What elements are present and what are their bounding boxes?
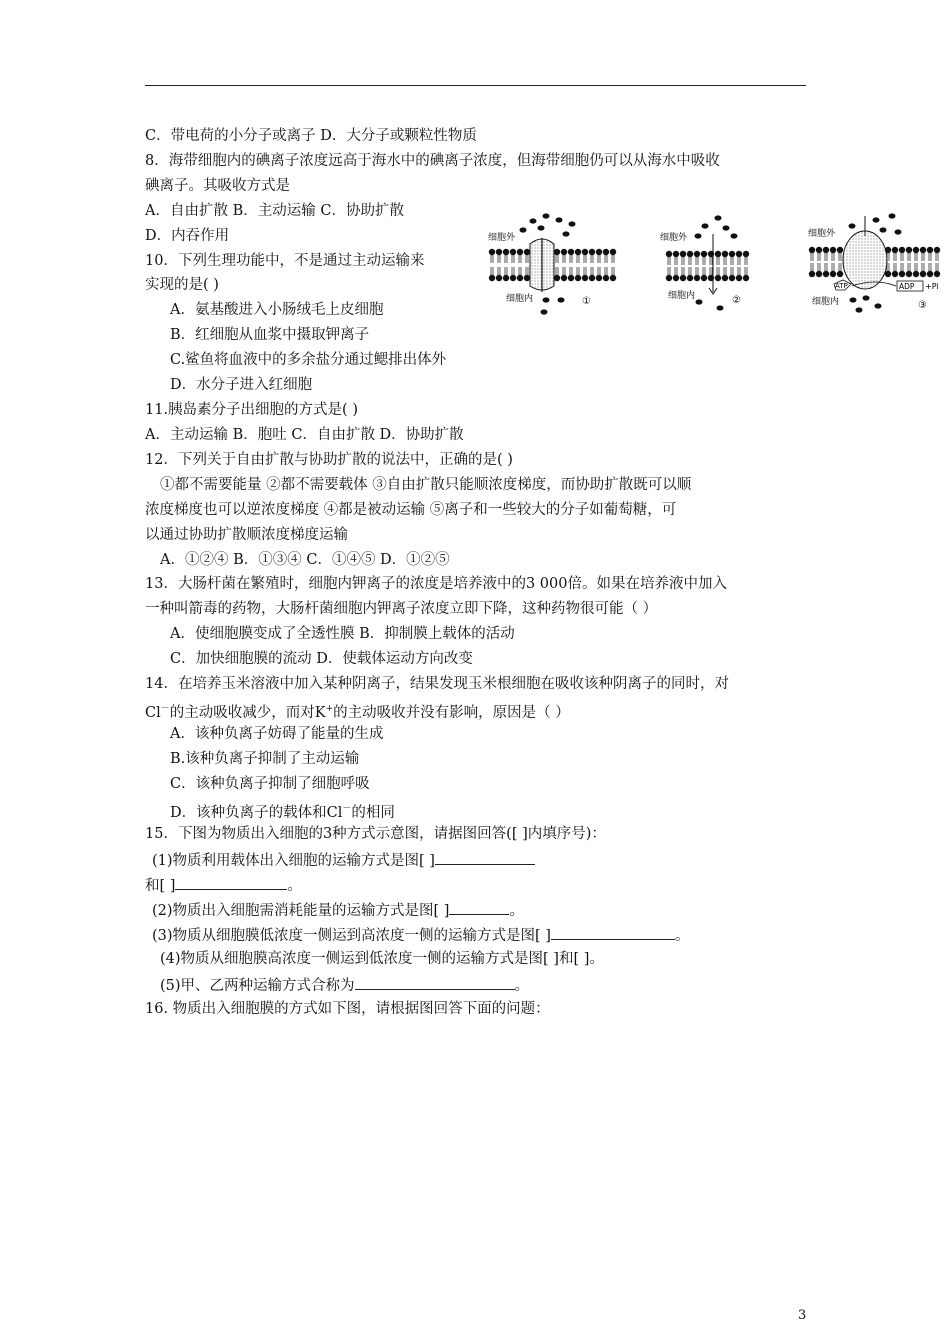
option-line: A．氨基酸进入小肠绒毛上皮细胞	[170, 302, 384, 318]
option-line: C．带电荷的小分子或离子 D．大分子或颗粒性物质	[145, 128, 477, 144]
question-text	[145, 700, 570, 722]
text-part: 和[ ]	[145, 878, 176, 894]
fill-line	[152, 900, 524, 920]
option-line: B.该种负离子抑制了主动运输	[170, 751, 360, 767]
transport-diagrams	[486, 208, 948, 320]
text-part: 。	[509, 903, 524, 919]
charge-plus: +	[325, 704, 334, 714]
outside-label: 细胞外	[808, 229, 836, 239]
question-12: 12．下列关于自由扩散与协助扩散的说法中，正确的是( )	[145, 452, 513, 468]
question-15: 15．下图为物质出入细胞的3种方式示意图，请据图回答([ ]内填序号)：	[145, 826, 606, 842]
fill-line: (4)物质从细胞膜高浓度一侧运到低浓度一侧的运输方式是图[ ]和[ ]。	[160, 951, 604, 967]
question-8: 8．海带细胞内的碘离子浓度远高于海水中的碘离子浓度，但海带细胞仍可以从海水中吸收	[145, 153, 720, 169]
question-13: 13．大肠杆菌在繁殖时，细胞内钾离子的浓度是培养液中的3 000倍。如果在培养液中加入	[145, 576, 727, 592]
text-part: 。	[287, 878, 302, 894]
figure-number-1: ①	[582, 296, 591, 307]
fill-line	[152, 925, 689, 945]
page-number: 3	[798, 1308, 807, 1323]
answer-blank[interactable]	[449, 900, 509, 915]
inside-label: 细胞内	[668, 291, 696, 301]
text-part: 的主动吸收并没有影响，原因是（ ）	[333, 704, 570, 721]
option-line: C．该种负离子抑制了细胞呼吸	[170, 776, 370, 792]
option-line: A．该种负离子妨碍了能量的生成	[170, 726, 384, 742]
text-part: (5)甲、乙两种运输方式合称为	[160, 978, 355, 994]
atp-label: ATP	[835, 282, 848, 290]
inside-label: 细胞内	[506, 294, 534, 304]
question-text: 碘离子。其吸收方式是	[145, 178, 290, 194]
charge-minus: －	[342, 804, 352, 814]
header-rule	[145, 85, 806, 86]
answer-blank[interactable]	[355, 975, 515, 990]
option-line: A．主动运输 B．胞吐 C．自由扩散 D．协助扩散	[145, 427, 464, 443]
question-10: 10．下列生理功能中，不是通过主动运输来	[145, 253, 425, 269]
statement-line: ①都不需要能量 ②都不需要载体 ③自由扩散只能顺浓度梯度，而协助扩散既可以顺	[160, 477, 692, 493]
pi-label: +Pi	[925, 282, 939, 291]
text-part: 。	[514, 978, 530, 994]
text-part: 。	[674, 928, 690, 944]
option-line: D．水分子进入红细胞	[170, 377, 313, 393]
inside-label: 细胞内	[812, 297, 840, 307]
outside-label: 细胞外	[660, 233, 688, 243]
text-part: 的主动吸收减少，而对	[169, 704, 315, 721]
diagram-3	[808, 213, 940, 312]
answer-blank[interactable]	[435, 850, 535, 865]
chloride-ion: Cl	[145, 704, 161, 721]
answer-blank[interactable]	[551, 925, 675, 940]
option-line: A．使细胞膜变成了全透性膜 B．抑制膜上载体的活动	[170, 626, 515, 642]
text-part: (3)物质从细胞膜低浓度一侧运到高浓度一侧的运输方式是图[ ]	[152, 928, 551, 944]
fill-line	[160, 975, 529, 995]
adp-label: ADP	[899, 282, 915, 291]
fill-line	[145, 875, 302, 895]
outside-label: 细胞外	[488, 233, 516, 243]
diagram-1	[488, 213, 616, 314]
potassium-ion: K	[314, 704, 326, 721]
figure-number-2: ②	[732, 295, 741, 306]
option-line: A．自由扩散 B．主动运输 C．协助扩散	[145, 203, 404, 219]
option-line: B．红细胞从血浆中摄取钾离子	[170, 327, 370, 343]
text-part: (1)物质利用载体出入细胞的运输方式是图[ ]	[152, 853, 435, 869]
option-line: D．内吞作用	[145, 228, 230, 244]
option-line	[170, 800, 395, 822]
option-line: C．加快细胞膜的流动 D．使载体运动方向改变	[170, 651, 473, 667]
diagram-2	[660, 215, 749, 310]
figure-number-3: ③	[918, 300, 927, 311]
option-line: A．①②④ B．①③④ C．①④⑤ D．①②⑤	[160, 552, 450, 568]
chloride-ion: Cl	[326, 804, 343, 821]
text-part: (2)物质出入细胞需消耗能量的运输方式是图[ ]	[152, 903, 450, 919]
charge-minus: －	[160, 704, 170, 714]
question-14: 14．在培养玉米溶液中加入某种阴离子，结果发现玉米根细胞在吸收该种阴离子的同时，对	[145, 676, 729, 692]
statement-line: 浓度梯度也可以逆浓度梯度 ④都是被动运输 ⑤离子和一些较大的分子如葡萄糖，可	[145, 502, 677, 518]
question-text: 实现的是( )	[145, 277, 219, 293]
fill-line	[152, 850, 535, 870]
answer-blank[interactable]	[175, 875, 287, 890]
text-part: D．该种负离子的载体和	[170, 804, 327, 821]
question-text: 一种叫箭毒的药物，大肠杆菌细胞内钾离子浓度立即下降，这种药物很可能（ ）	[145, 601, 658, 617]
text-part: 的相同	[351, 804, 395, 821]
option-line: C.鲨鱼将血液中的多余盐分通过鳃排出体外	[170, 352, 447, 368]
question-16: 16. 物质出入细胞膜的方式如下图，请根据图回答下面的问题：	[145, 1001, 550, 1017]
question-11: 11.胰岛素分子出细胞的方式是( )	[145, 402, 358, 418]
statement-line: 以通过协助扩散顺浓度梯度运输	[145, 527, 348, 543]
